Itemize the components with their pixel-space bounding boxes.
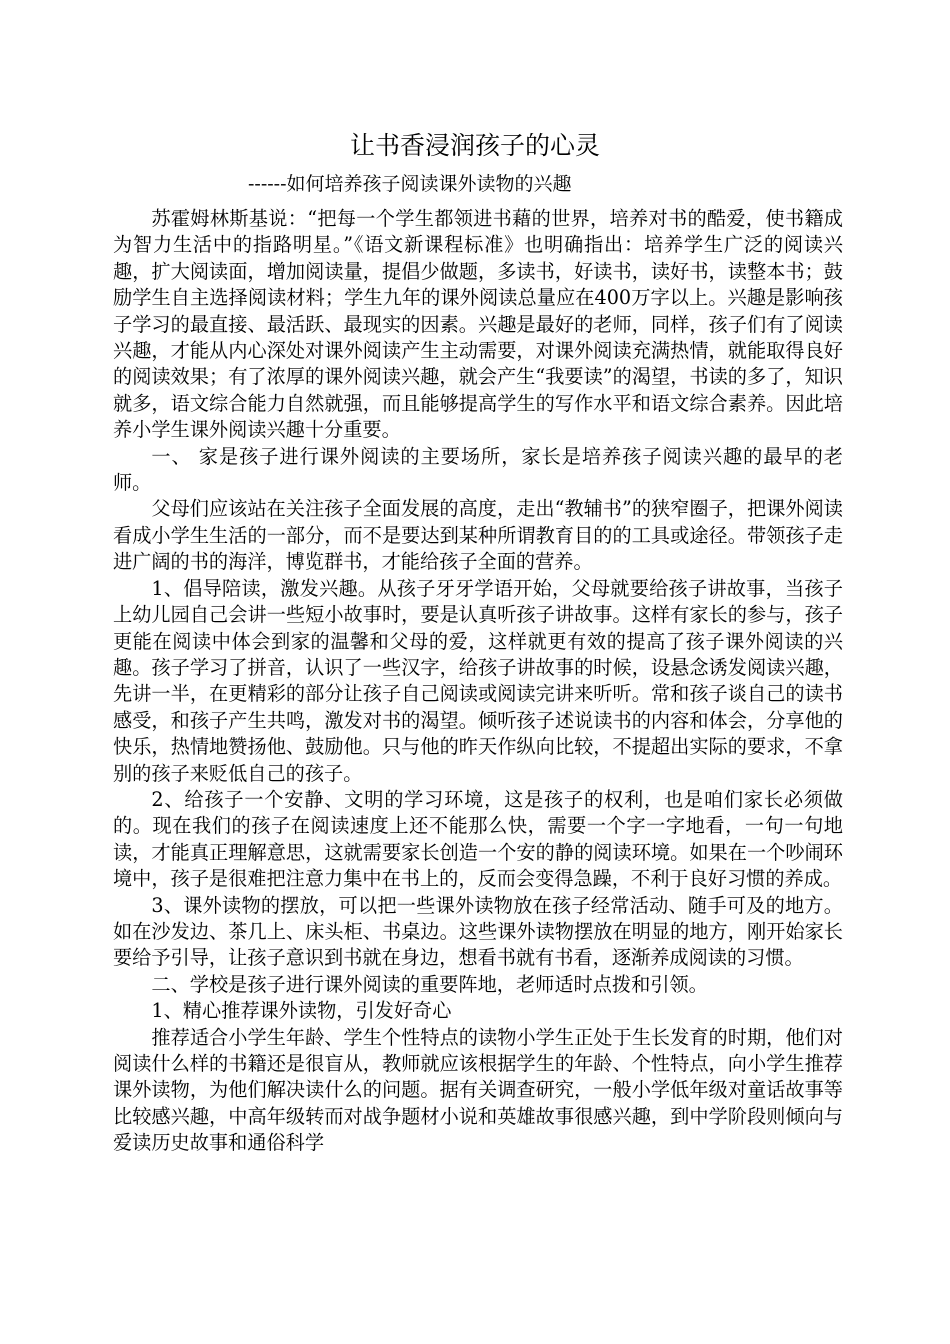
document-body: [113, 206, 843, 1157]
document-subtitle: ------如何培养孩子阅读课外读物的兴趣: [248, 173, 572, 195]
paragraph-recommend: 推荐适合小学生年龄、学生个性特点的读物小学生正处于生长发育的时期，他们对阅读什么样的书籍还是很盲从，教师就应该根据学生的年龄、个性特点，向小学生推荐课外读物，为他们解决读什么的问题。据有关调查研究，一般小学低年级对童话故事等比较感兴趣，中高年级转而对战争题材小说和英雄故事很感兴趣，到中学阶段则倾向与爱读历史故事和通俗科学: [113, 1025, 843, 1155]
document-title: 让书香浸润孩子的心灵: [349, 131, 600, 160]
paragraph-point-2: 2、给孩子一个安静、文明的学习环境，这是孩子的权利，也是咱们家长必须做的。现在我们的孩子在阅读速度上还不能那么快，需要一个字一字地看，一句一句地读，才能真正理解意思，这就需要家长创造一个安的静的阅读环境。如果在一个吵闹环境中，孩子是很难把注意力集中在书上的，反而会变得急躁，不利于良好习惯的养成。: [113, 787, 843, 891]
paragraph-parents: 父母们应该站在关注孩子全面发展的高度，走出“教辅书”的狭窄圈子，把课外阅读看成小学生生活的一部分，而不是要达到某种所谓教育目的的工具或途径。带领孩子走进广阔的书的海洋，博览群书，才能给孩子全面的营养。: [113, 497, 843, 574]
paragraph-section-2-heading: 二、学校是孩子进行课外阅读的重要阵地，老师适时点拨和引领。: [151, 972, 708, 996]
paragraph-intro: 苏霍姆林斯基说：“把每一个学生都领进书藉的世界，培养对书的酷爱，使书籍成为智力生活中的指路明星。”《语文新课程标准》也明确指出：培养学生广泛的阅读兴趣，扩大阅读面，增加阅读量，提倡少做题，多读书，好读书，读好书，读整本书；鼓励学生自主选择阅读材料；学生九年的课外阅读总量应在400万字以上。兴趣是影响孩子学习的最直接、最活跃、最现实的因素。兴趣是最好的老师，同样，孩子们有了阅读兴趣，才能从内心深处对课外阅读产生主动需要，对课外阅读充满热情，就能取得良好的阅读效果；有了浓厚的课外阅读兴趣，就会产生“我要读”的渴望，书读的多了，知识就多，语文综合能力自然就强，而且能够提高学生的写作水平和语文综合素养。因此培养小学生课外阅读兴趣十分重要。: [113, 207, 843, 442]
paragraph-point-3: 3、课外读物的摆放，可以把一些课外读物放在孩子经常活动、随手可及的地方。如在沙发边、茶几上、床头柜、书桌边。这些课外读物摆放在明显的地方，刚开始家长要给予引导，让孩子意识到书就在身边，想看书就有书看，逐渐养成阅读的习惯。: [113, 893, 843, 970]
paragraph-section-1-heading: 一、 家是孩子进行课外阅读的主要场所，家长是培养孩子阅读兴趣的最早的老师。: [113, 444, 843, 495]
paragraph-point-1: 1、倡导陪读，激发兴趣。从孩子牙牙学语开始，父母就要给孩子讲故事，当孩子上幼儿园自己会讲一些短小故事时，要是认真听孩子讲故事。这样有家长的参与，孩子更能在阅读中体会到家的温馨和父母的爱，这样就更有效的提高了孩子课外阅读的兴趣。孩子学习了拼音，认识了一些汉字，给孩子讲故事的时候，设悬念诱发阅读兴趣，先讲一半，在更精彩的部分让孩子自己阅读或阅读完讲来听听。常和孩子谈自己的读书感受，和孩子产生共鸣，激发对书的渴望。倾听孩子述说读书的内容和体会，分享他的快乐，热情地赞扬他、鼓励他。只与他的昨天作纵向比较，不提超出实际的要求，不拿别的孩子来贬低自己的孩子。: [113, 576, 843, 785]
paragraph-subheading-1: 1、精心推荐课外读物，引发好奇心: [151, 999, 452, 1023]
